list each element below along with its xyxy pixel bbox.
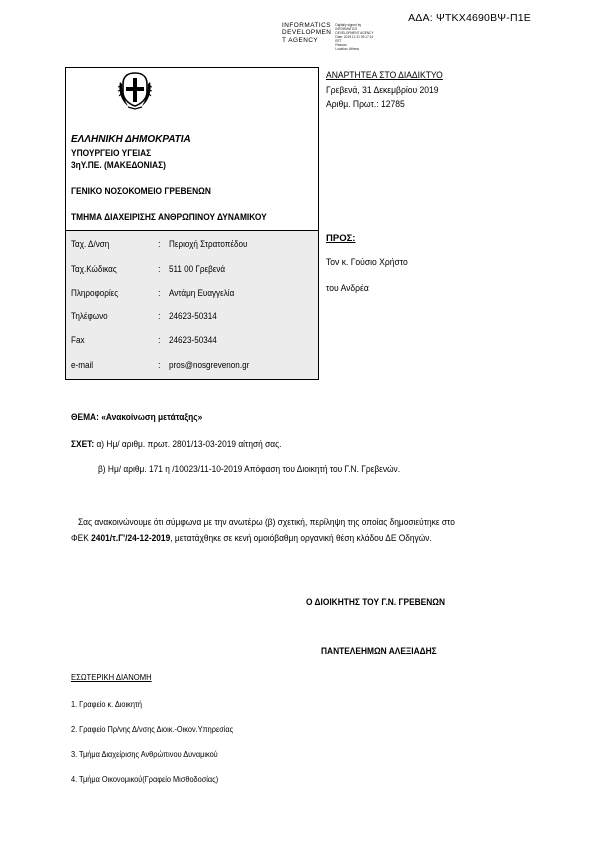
ada-code: ΑΔΑ: ΨΤΚΧ4690ΒΨ-Π1Ε — [408, 12, 531, 24]
contact-value: Περιοχή Στρατοπέδου — [169, 239, 248, 249]
reference-a: α) Ημ/ αριθμ. πρωτ. 2801/13-03-2019 αίτησή σας. — [96, 439, 282, 450]
letterhead-frame — [65, 67, 319, 380]
distribution-item: 2. Γραφείο Πρ/νης Δ/νσης Διοικ.-Οικον.Υπηρεσίας — [71, 725, 234, 734]
posted-online-note: ΑΝΑΡΤΗΤΕΑ ΣΤΟ ΔΙΑΔΙΚΤΥΟ — [326, 70, 443, 81]
distribution-item: 4. Τμήμα Οικονομικού(Γραφείο Μισθοδοσίας) — [71, 775, 219, 784]
recipient-heading: ΠΡΟΣ: — [326, 233, 356, 244]
body-line-1: Σας ανακοινώνουμε ότι σύμφωνα με την ανωτέρω (β) σχετική, περίληψη της οποίας δημοσιεύτηκε στο — [78, 517, 455, 528]
health-region: 3ηΥ.ΠΕ. (ΜΑΚΕΔΟΝΙΑΣ) — [71, 160, 166, 171]
signature-stamp — [282, 22, 374, 51]
hospital-name: ΓΕΝΙΚΟ ΝΟΣΟΚΟΜΕΙΟ ΓΡΕΒΕΝΩΝ — [71, 186, 211, 197]
distribution-item: 1. Γραφείο κ. Διοικητή — [71, 700, 142, 709]
contact-colon: : — [158, 335, 161, 345]
reference-a-line — [71, 439, 281, 450]
document-date: Γρεβενά, 31 Δεκεμβρίου 2019 — [326, 85, 439, 96]
subject-line — [71, 412, 202, 423]
contact-email: pros@nosgrevenon.gr — [169, 360, 250, 370]
contact-label: Πληροφορίες — [71, 288, 119, 298]
recipient-father: του Ανδρέα — [326, 283, 369, 294]
republic-title: ΕΛΛΗΝΙΚΗ ΔΗΜΟΚΡΑΤΙΑ — [71, 134, 191, 145]
signature-stamp-details: Digitally signed by INFORMATICS DEVELOPMENT AGENCY Date: 2019.12.31 09:17:14 EET Reason: Location: Athens — [335, 22, 374, 52]
body-fek-number: 2401/τ.Γ'/24-12-2019 — [91, 533, 171, 544]
signatory-title: Ο ΔΙΟΙΚΗΤΗΣ ΤΟΥ Γ.Ν. ΓΡΕΒΕΝΩΝ — [306, 597, 446, 608]
contact-colon: : — [158, 288, 161, 298]
contact-value: Αντάμη Ευαγγελία — [169, 288, 235, 298]
contact-value: 511 00 Γρεβενά — [169, 264, 226, 274]
subject-text: «Ανακοίνωση μετάταξης» — [101, 412, 203, 423]
contact-label: e-mail — [71, 360, 94, 370]
contact-label: Fax — [71, 335, 85, 345]
contact-colon: : — [158, 239, 161, 249]
contact-label: Τηλέφωνο — [71, 311, 108, 321]
distribution-title: ΕΣΩΤΕΡΙΚΗ ΔΙΑΝΟΜΗ — [71, 672, 152, 682]
contact-label: Ταχ.Κώδικας — [71, 264, 117, 274]
body-line-2 — [71, 533, 432, 544]
body-fek-prefix: ΦΕΚ — [71, 533, 92, 544]
department-name: ΤΜΗΜΑ ΔΙΑΧΕΙΡΙΣΗΣ ΑΝΘΡΩΠΙΝΟΥ ΔΥΝΑΜΙΚΟΥ — [71, 212, 267, 223]
contact-colon: : — [158, 264, 161, 274]
contact-value: 24623-50344 — [169, 335, 217, 345]
reference-label: ΣΧΕΤ: — [71, 439, 95, 450]
distribution-item: 3. Τμήμα Διαχείρισης Ανθρώπινου Δυναμικού — [71, 750, 218, 759]
contact-colon: : — [158, 311, 161, 321]
contact-value: 24623-50314 — [169, 311, 217, 321]
recipient-name: Τον κ. Γούσιο Χρήστο — [326, 257, 408, 268]
subject-label: ΘΕΜΑ: — [71, 412, 99, 423]
ministry-name: ΥΠΟΥΡΓΕΙΟ ΥΓΕΙΑΣ — [71, 148, 152, 159]
protocol-number: Αριθμ. Πρωτ.: 12785 — [326, 99, 405, 110]
body-fek-suffix: , μετατάχθηκε σε κενή ομοιόβαθμη οργανική θέση κλάδου ΔΕ Οδηγών. — [170, 533, 432, 544]
signature-stamp-main: INFORMATICS DEVELOPMEN T AGENCY — [282, 22, 332, 44]
reference-b: β) Ημ/ αριθμ. 171 η /10023/11-10-2019 Απόφαση του Διοικητή του Γ.Ν. Γρεβενών. — [98, 464, 401, 475]
signatory-name: ΠΑΝΤΕΛΕΗΜΩΝ ΑΛΕΞΙΑΔΗΣ — [321, 646, 437, 657]
contact-label: Ταχ. Δ/νση — [71, 239, 110, 249]
contact-colon: : — [158, 360, 161, 370]
greek-coat-of-arms-icon — [116, 70, 154, 110]
